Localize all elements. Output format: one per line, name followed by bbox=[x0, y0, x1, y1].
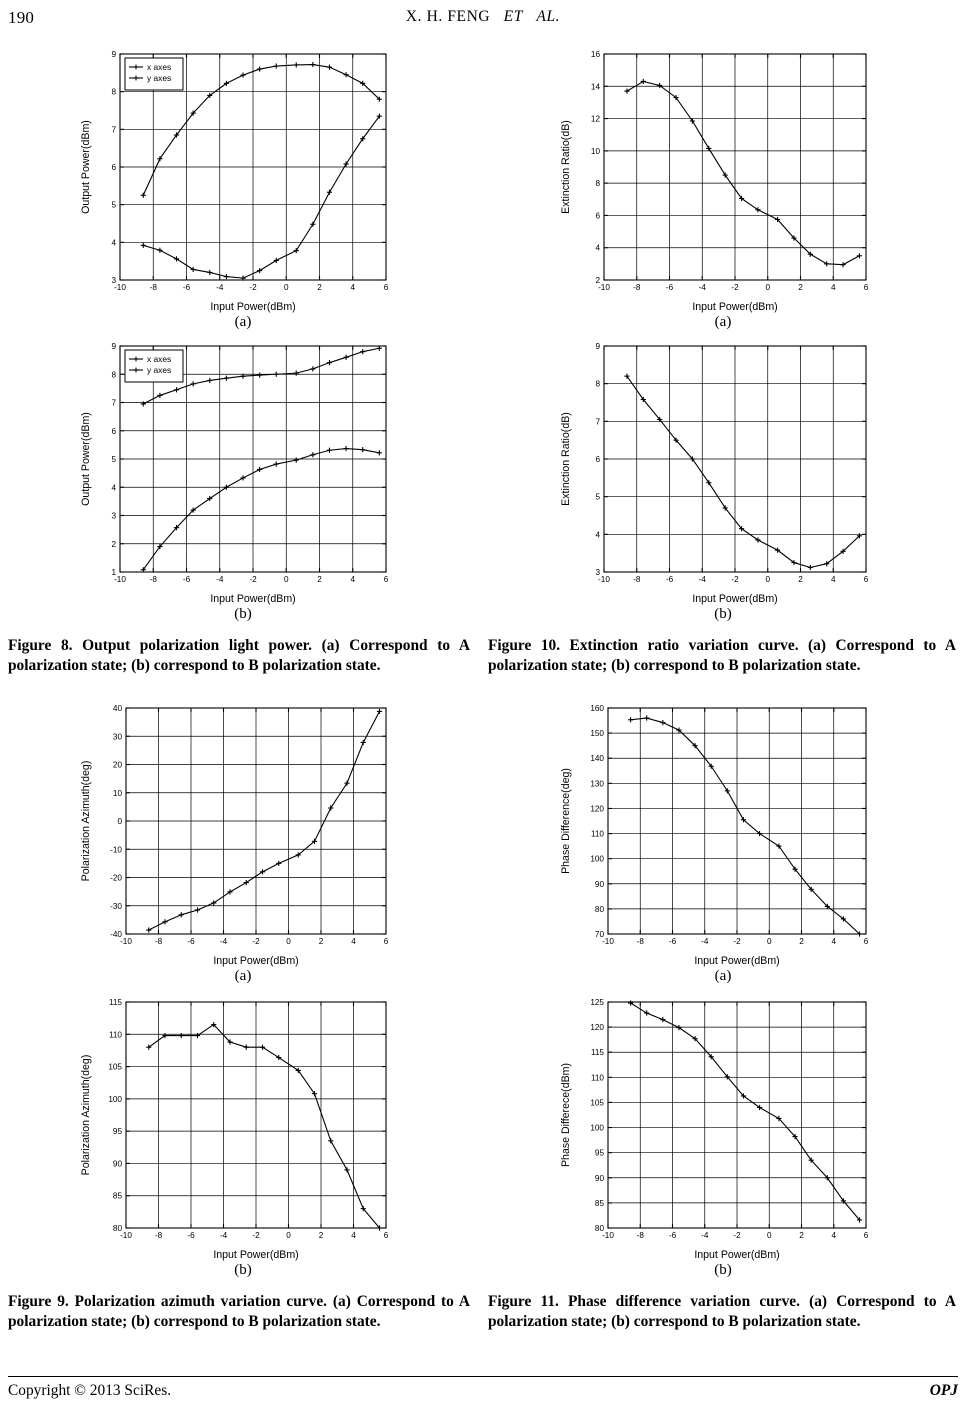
svg-text:-4: -4 bbox=[701, 937, 709, 947]
copyright-text: Copyright © 2013 SciRes. bbox=[8, 1382, 172, 1399]
figure-10-caption: Figure 10. Extinction ratio variation curve. (a) Correspond to A polarization state; (b) correspond to B polarization state. bbox=[488, 637, 956, 675]
svg-text:6: 6 bbox=[863, 575, 869, 584]
svg-text:-4: -4 bbox=[698, 575, 706, 584]
figure-11 bbox=[488, 698, 958, 1332]
svg-text:140: 140 bbox=[590, 754, 604, 764]
svg-text:-4: -4 bbox=[219, 1231, 228, 1241]
figure-11b-plot bbox=[488, 992, 958, 1262]
svg-text:115: 115 bbox=[590, 1048, 604, 1058]
svg-text:120: 120 bbox=[590, 1023, 604, 1033]
chart-fig11a bbox=[558, 698, 888, 968]
figure-11-caption: Figure 11. Phase difference variation curve. (a) Correspond to A polarization state; (b) correspond to B polarization state. bbox=[488, 1293, 956, 1331]
svg-text:-2: -2 bbox=[731, 575, 739, 584]
svg-text:3: 3 bbox=[595, 568, 600, 577]
svg-text:2: 2 bbox=[318, 937, 324, 947]
svg-text:85: 85 bbox=[112, 1191, 122, 1201]
svg-text:6: 6 bbox=[595, 455, 600, 464]
svg-text:150: 150 bbox=[590, 729, 604, 739]
y-axis-label: Polarization Azimuth(deg) bbox=[80, 760, 92, 882]
figure-9-caption: Figure 9. Polarization azimuth variation curve. (a) Correspond to A polarization state; (b) correspond to B polarization state. bbox=[8, 1293, 470, 1331]
svg-text:4: 4 bbox=[830, 283, 836, 292]
figure-9 bbox=[8, 698, 478, 1332]
svg-text:-2: -2 bbox=[731, 283, 739, 292]
svg-text:-6: -6 bbox=[665, 575, 674, 584]
svg-text:x axes: x axes bbox=[147, 354, 172, 364]
y-axis-label: Extinction Ratio(dB) bbox=[560, 412, 572, 506]
svg-text:-2: -2 bbox=[733, 1231, 741, 1241]
svg-text:-8: -8 bbox=[636, 937, 644, 947]
svg-text:-6: -6 bbox=[665, 283, 674, 292]
svg-text:0: 0 bbox=[286, 1231, 291, 1241]
svg-text:-4: -4 bbox=[698, 283, 706, 292]
svg-text:4: 4 bbox=[351, 937, 356, 947]
x-axis-label: Input Power(dBm) bbox=[694, 955, 780, 968]
running-head-et: ET bbox=[503, 8, 523, 25]
svg-text:0: 0 bbox=[765, 283, 771, 292]
chart-fig9a bbox=[78, 698, 408, 968]
svg-text:5: 5 bbox=[111, 455, 116, 464]
svg-text:x axes: x axes bbox=[147, 62, 172, 72]
svg-text:160: 160 bbox=[590, 704, 604, 714]
svg-text:100: 100 bbox=[108, 1094, 122, 1104]
svg-text:-2: -2 bbox=[249, 283, 257, 292]
svg-text:100: 100 bbox=[590, 1123, 604, 1133]
svg-text:-4: -4 bbox=[701, 1231, 709, 1241]
svg-text:120: 120 bbox=[590, 804, 604, 814]
svg-text:8: 8 bbox=[111, 370, 116, 380]
svg-text:6: 6 bbox=[863, 283, 869, 292]
svg-text:2: 2 bbox=[595, 276, 600, 285]
svg-text:-8: -8 bbox=[149, 575, 157, 584]
svg-text:110: 110 bbox=[590, 829, 604, 839]
figure-9b-plot bbox=[8, 992, 478, 1262]
running-head-al: AL. bbox=[536, 8, 561, 25]
svg-text:-8: -8 bbox=[154, 1231, 163, 1241]
svg-text:-2: -2 bbox=[733, 937, 741, 947]
svg-text:16: 16 bbox=[590, 50, 600, 59]
svg-text:-2: -2 bbox=[252, 937, 260, 947]
chart-fig10b bbox=[558, 338, 888, 606]
svg-text:80: 80 bbox=[594, 904, 604, 914]
svg-text:-4: -4 bbox=[216, 283, 224, 292]
svg-text:130: 130 bbox=[590, 779, 604, 789]
svg-text:6: 6 bbox=[111, 163, 116, 172]
svg-text:4: 4 bbox=[831, 1231, 837, 1241]
svg-text:9: 9 bbox=[595, 342, 600, 351]
x-axis-label: Input Power(dBm) bbox=[213, 1249, 299, 1262]
svg-text:8: 8 bbox=[595, 379, 600, 389]
svg-text:6: 6 bbox=[383, 283, 389, 292]
svg-text:-6: -6 bbox=[182, 283, 191, 292]
svg-text:90: 90 bbox=[112, 1159, 122, 1169]
svg-text:-10: -10 bbox=[120, 1231, 132, 1241]
svg-text:-6: -6 bbox=[668, 1231, 677, 1241]
y-axis-label: Phase Difference(deg) bbox=[560, 768, 572, 874]
y-axis-label: Polarization Azimuth(deg) bbox=[80, 1054, 92, 1176]
svg-text:110: 110 bbox=[590, 1073, 604, 1083]
svg-text:4: 4 bbox=[350, 283, 356, 292]
chart-fig11b bbox=[558, 992, 888, 1262]
svg-text:-10: -10 bbox=[598, 575, 610, 584]
svg-text:0: 0 bbox=[766, 937, 772, 947]
svg-text:2: 2 bbox=[111, 539, 116, 549]
journal-abbreviation: OPJ bbox=[929, 1382, 958, 1399]
y-axis-label: Output Power(dBm) bbox=[80, 120, 92, 214]
chart-legend bbox=[125, 58, 183, 90]
svg-text:-2: -2 bbox=[249, 575, 257, 584]
svg-text:125: 125 bbox=[590, 998, 604, 1008]
svg-text:6: 6 bbox=[383, 575, 389, 584]
svg-text:-10: -10 bbox=[602, 1231, 614, 1241]
figure-8-caption: Figure 8. Output polarization light power. (a) Correspond to A polarization state; (b) correspond to B polarization state. bbox=[8, 637, 470, 675]
svg-text:4: 4 bbox=[595, 530, 600, 540]
svg-text:95: 95 bbox=[112, 1127, 122, 1137]
svg-text:-10: -10 bbox=[114, 575, 126, 584]
svg-text:105: 105 bbox=[590, 1098, 604, 1108]
svg-text:-10: -10 bbox=[602, 937, 614, 947]
x-axis-label: Input Power(dBm) bbox=[213, 955, 299, 968]
svg-text:115: 115 bbox=[108, 998, 122, 1008]
figure-11b-sublabel: (b) bbox=[714, 1262, 732, 1279]
figure-8b-plot bbox=[8, 338, 478, 606]
figure-10b-plot bbox=[488, 338, 958, 606]
figure-10a-plot bbox=[488, 44, 958, 314]
figure-9b-sublabel: (b) bbox=[234, 1262, 252, 1279]
y-axis-label: Extinction Ratio(dB) bbox=[560, 120, 572, 214]
footer-divider bbox=[8, 1376, 958, 1377]
svg-text:2: 2 bbox=[317, 575, 322, 584]
svg-text:105: 105 bbox=[108, 1062, 122, 1072]
svg-text:-30: -30 bbox=[110, 901, 122, 911]
svg-text:-8: -8 bbox=[149, 283, 157, 292]
svg-text:6: 6 bbox=[863, 1231, 869, 1241]
svg-text:1: 1 bbox=[111, 568, 116, 577]
svg-text:40: 40 bbox=[112, 704, 122, 714]
svg-text:0: 0 bbox=[283, 283, 289, 292]
svg-text:-20: -20 bbox=[110, 873, 122, 883]
svg-text:-8: -8 bbox=[636, 1231, 644, 1241]
y-axis-label: Phase Differece(dBm) bbox=[560, 1063, 572, 1168]
figure-9a-sublabel: (a) bbox=[234, 968, 252, 985]
page-number: 190 bbox=[8, 8, 35, 27]
figure-9a-plot bbox=[8, 698, 478, 968]
svg-text:-6: -6 bbox=[187, 937, 195, 947]
svg-text:0: 0 bbox=[766, 1231, 772, 1241]
chart-legend bbox=[125, 350, 183, 382]
x-axis-label: Input Power(dBm) bbox=[692, 593, 778, 605]
figure-10 bbox=[488, 44, 958, 676]
svg-text:-4: -4 bbox=[219, 937, 228, 947]
svg-text:10: 10 bbox=[590, 146, 600, 156]
svg-text:3: 3 bbox=[111, 511, 116, 521]
figure-8 bbox=[8, 44, 478, 676]
svg-text:100: 100 bbox=[590, 854, 604, 864]
svg-text:3: 3 bbox=[111, 276, 116, 285]
svg-text:-4: -4 bbox=[216, 575, 224, 584]
running-head-authors: X. H. FENG bbox=[405, 8, 491, 25]
svg-text:2: 2 bbox=[798, 283, 803, 292]
svg-text:6: 6 bbox=[863, 937, 869, 947]
svg-text:2: 2 bbox=[798, 575, 803, 584]
chart-fig10a bbox=[558, 44, 888, 314]
svg-text:-2: -2 bbox=[252, 1231, 260, 1241]
figure-8b-sublabel: (b) bbox=[234, 606, 252, 622]
svg-text:y axes: y axes bbox=[147, 73, 172, 83]
svg-text:12: 12 bbox=[590, 114, 600, 124]
svg-text:8: 8 bbox=[595, 179, 600, 189]
svg-text:-6: -6 bbox=[187, 1231, 195, 1241]
svg-text:2: 2 bbox=[318, 1231, 324, 1241]
svg-text:9: 9 bbox=[111, 50, 116, 59]
svg-text:-8: -8 bbox=[154, 937, 163, 947]
figure-8a-plot bbox=[8, 44, 478, 314]
svg-text:4: 4 bbox=[351, 1231, 356, 1241]
svg-text:20: 20 bbox=[112, 760, 122, 770]
x-axis-label: Input Power(dBm) bbox=[692, 301, 778, 313]
figure-10a-sublabel: (a) bbox=[714, 314, 732, 330]
svg-text:-10: -10 bbox=[598, 283, 610, 292]
svg-text:7: 7 bbox=[595, 417, 600, 427]
svg-text:90: 90 bbox=[594, 879, 604, 889]
left-column-figures bbox=[8, 44, 478, 1332]
svg-text:0: 0 bbox=[286, 937, 291, 947]
svg-text:8: 8 bbox=[111, 87, 116, 97]
svg-text:0: 0 bbox=[283, 575, 289, 584]
svg-text:4: 4 bbox=[350, 575, 356, 584]
svg-text:90: 90 bbox=[594, 1173, 604, 1183]
svg-text:-10: -10 bbox=[120, 937, 132, 947]
svg-text:5: 5 bbox=[111, 200, 116, 210]
svg-text:30: 30 bbox=[112, 732, 122, 742]
page-footer bbox=[8, 1382, 958, 1406]
svg-text:6: 6 bbox=[111, 426, 116, 436]
svg-text:-6: -6 bbox=[182, 575, 191, 584]
svg-text:95: 95 bbox=[594, 1148, 604, 1158]
figure-8a-sublabel: (a) bbox=[234, 314, 252, 330]
svg-text:70: 70 bbox=[594, 930, 604, 940]
svg-text:4: 4 bbox=[111, 483, 116, 493]
running-head bbox=[0, 8, 966, 32]
svg-text:-40: -40 bbox=[110, 930, 122, 940]
svg-text:-8: -8 bbox=[633, 283, 641, 292]
svg-text:10: 10 bbox=[112, 788, 122, 798]
x-axis-label: Input Power(dBm) bbox=[694, 1249, 780, 1262]
svg-text:6: 6 bbox=[383, 1231, 389, 1241]
svg-text:110: 110 bbox=[108, 1030, 122, 1040]
figure-11a-plot bbox=[488, 698, 958, 968]
running-head-title bbox=[0, 8, 966, 26]
svg-text:2: 2 bbox=[317, 283, 322, 292]
x-axis-label: Input Power(dBm) bbox=[210, 593, 296, 605]
svg-text:4: 4 bbox=[595, 243, 600, 253]
svg-text:4: 4 bbox=[830, 575, 836, 584]
svg-text:4: 4 bbox=[831, 937, 837, 947]
svg-text:0: 0 bbox=[117, 817, 122, 827]
svg-text:4: 4 bbox=[111, 238, 116, 248]
svg-text:6: 6 bbox=[383, 937, 389, 947]
svg-text:-10: -10 bbox=[114, 283, 126, 292]
chart-fig8a bbox=[78, 44, 408, 314]
svg-text:0: 0 bbox=[765, 575, 771, 584]
svg-text:80: 80 bbox=[594, 1224, 604, 1234]
svg-text:-8: -8 bbox=[633, 575, 641, 584]
svg-text:9: 9 bbox=[111, 342, 116, 351]
svg-text:-10: -10 bbox=[110, 845, 122, 855]
figure-10b-sublabel: (b) bbox=[714, 606, 732, 622]
right-column-figures bbox=[488, 44, 958, 1332]
svg-text:-6: -6 bbox=[668, 937, 677, 947]
svg-text:2: 2 bbox=[799, 1231, 804, 1241]
svg-text:5: 5 bbox=[595, 492, 600, 502]
svg-text:2: 2 bbox=[799, 937, 804, 947]
figure-11a-sublabel: (a) bbox=[714, 968, 732, 985]
chart-fig9b bbox=[78, 992, 408, 1262]
svg-text:6: 6 bbox=[595, 211, 600, 221]
svg-text:85: 85 bbox=[594, 1198, 604, 1208]
chart-fig8b bbox=[78, 338, 408, 606]
svg-text:80: 80 bbox=[112, 1224, 122, 1234]
svg-text:7: 7 bbox=[111, 125, 116, 135]
svg-text:7: 7 bbox=[111, 398, 116, 408]
x-axis-label: Input Power(dBm) bbox=[210, 301, 296, 313]
y-axis-label: Output Power(dBm) bbox=[80, 412, 92, 506]
svg-text:y axes: y axes bbox=[147, 365, 172, 375]
svg-text:14: 14 bbox=[590, 82, 600, 92]
